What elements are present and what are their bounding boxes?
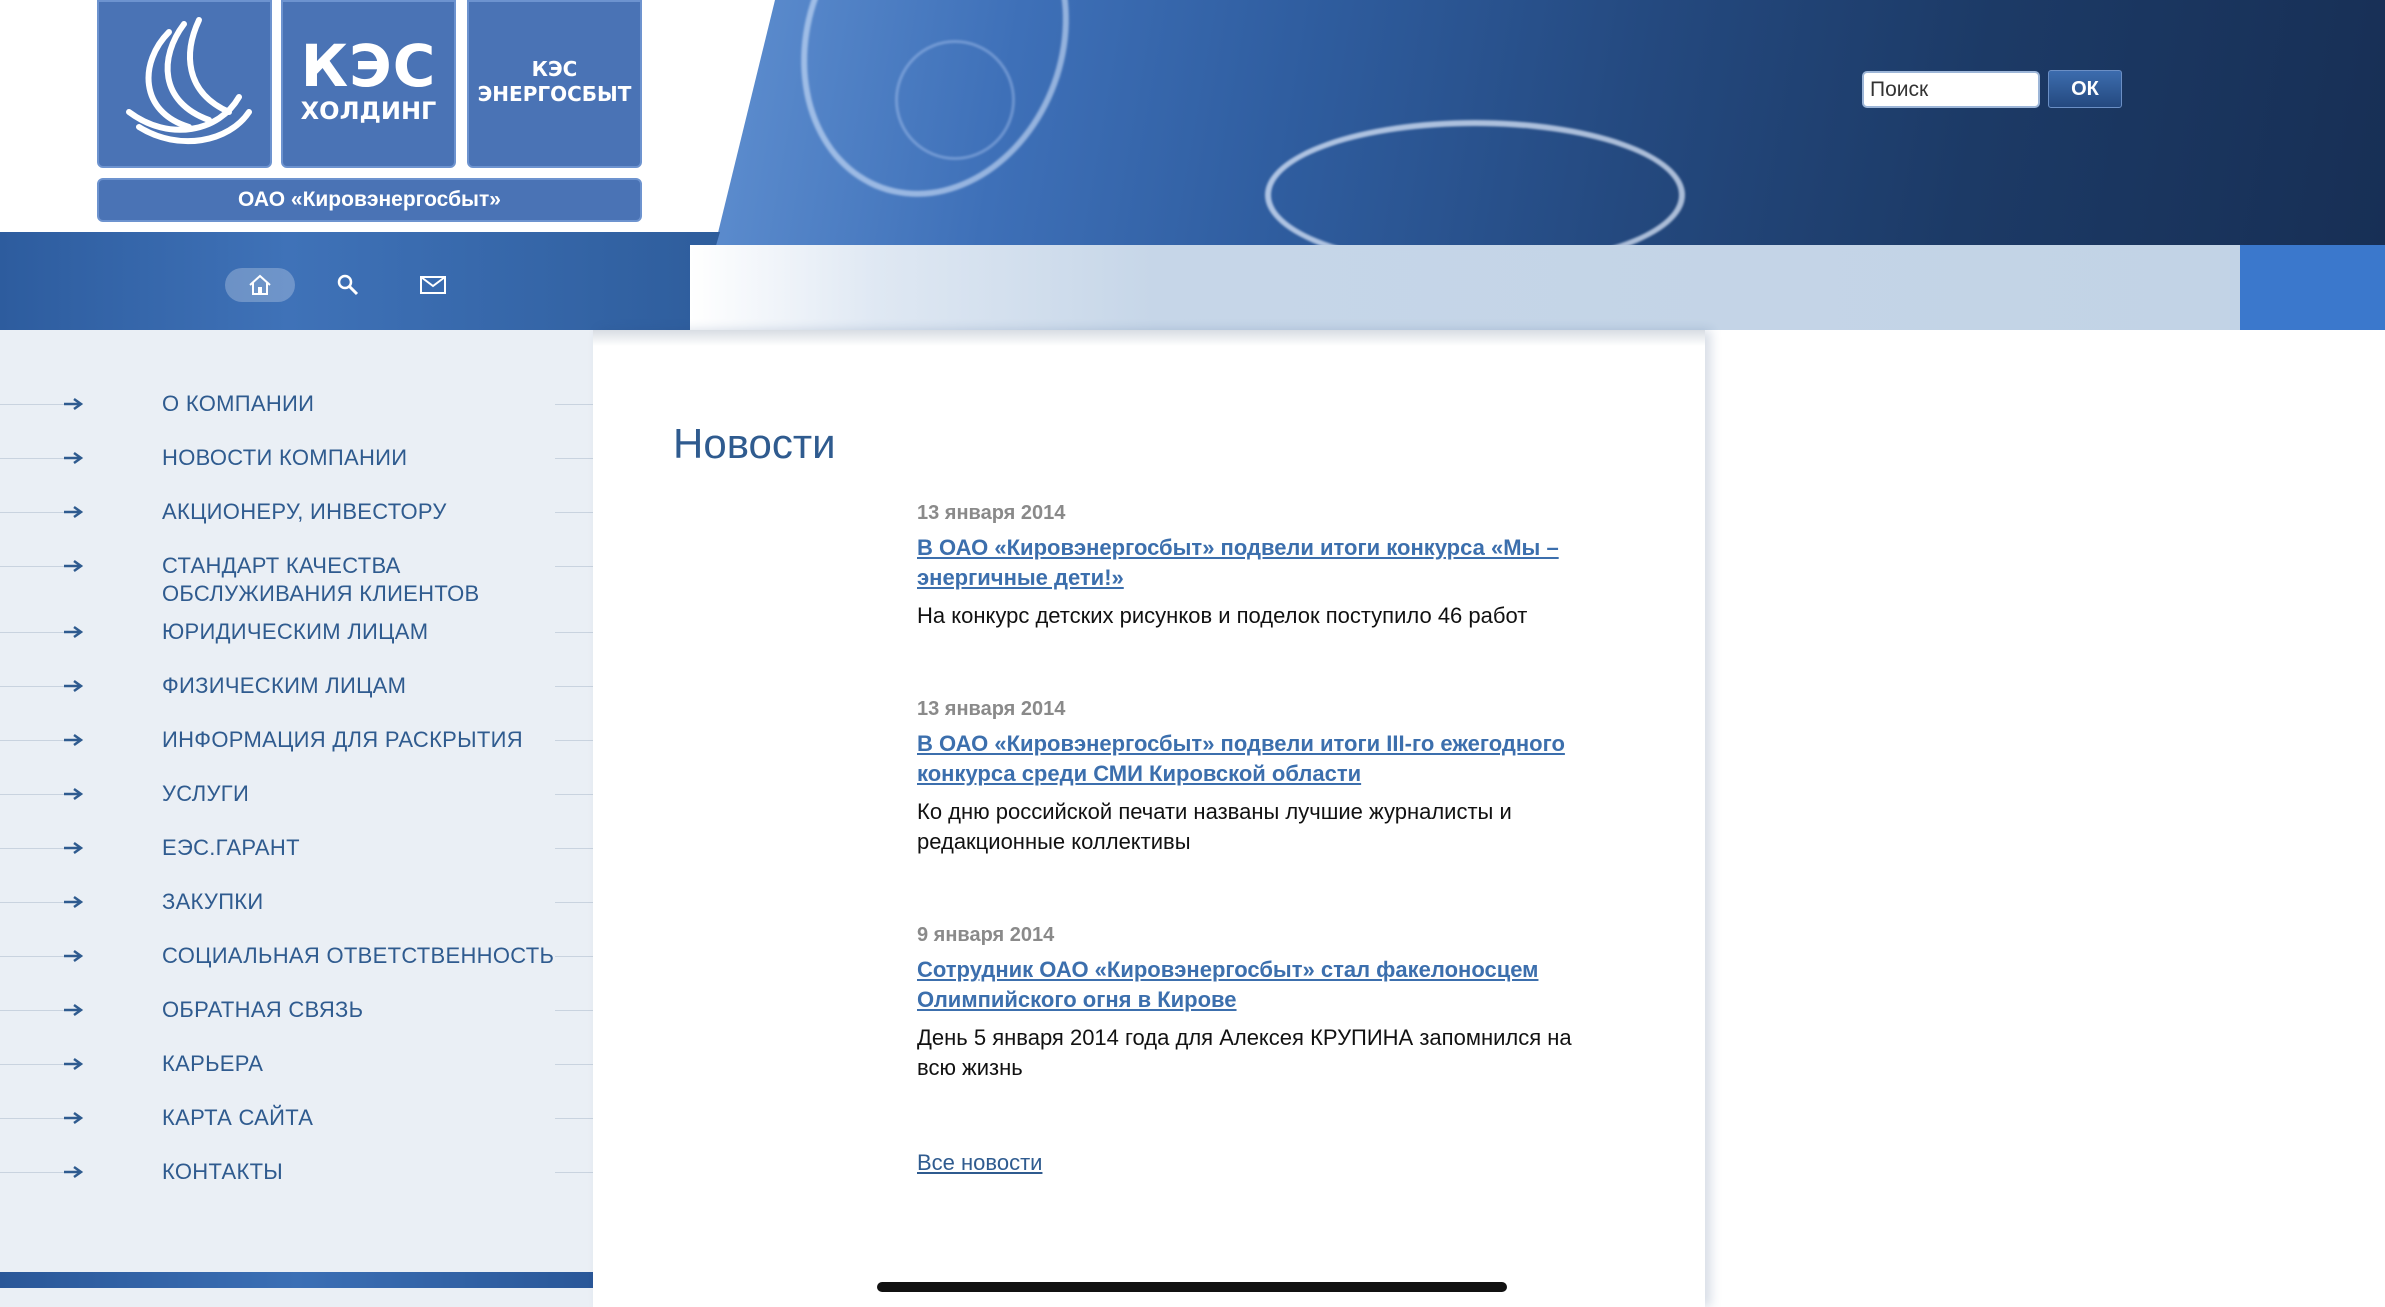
news-title-link[interactable]: В ОАО «Кировэнергосбыт» подвели итоги конкурса «Мы – энергичные дети!» — [917, 535, 1559, 590]
search-input[interactable] — [1862, 71, 2040, 108]
sidebar-item-label: ЗАКУПКИ — [162, 889, 264, 914]
sidebar-item-label: СОЦИАЛЬНАЯ ОТВЕТСТВЕННОСТЬ — [162, 943, 555, 968]
sidebar-item-label: АКЦИОНЕРУ, ИНВЕСТОРУ — [162, 499, 447, 524]
menu-divider — [555, 566, 593, 567]
sidebar-item-label: УСЛУГИ — [162, 781, 250, 806]
search-nav-button[interactable] — [323, 268, 373, 302]
news-item — [917, 924, 1607, 1083]
menu-divider — [555, 1064, 593, 1065]
main-content — [593, 330, 1705, 1307]
company-name: ОАО «Кировэнергосбыт» — [97, 178, 642, 222]
news-description: На конкурс детских рисунков и поделок поступило 46 работ — [917, 603, 1528, 628]
news-date: 9 января 2014 — [917, 924, 1055, 946]
subsidiary-line2: ЭНЕРГОСБЫТ — [477, 82, 632, 106]
kes-energosbyt-logo[interactable] — [467, 0, 642, 168]
arrow-right-icon — [60, 728, 86, 752]
news-title-link[interactable]: Сотрудник ОАО «Кировэнергосбыт» стал факелоносцем Олимпийского огня в Кирове — [917, 957, 1539, 1012]
search-icon — [336, 273, 360, 297]
sidebar-item-label: ФИЗИЧЕСКИМ ЛИЦАМ — [162, 673, 407, 698]
arrow-right-icon — [60, 782, 86, 806]
menu-divider — [555, 902, 593, 903]
sidebar-footer-bar — [0, 1272, 593, 1288]
menu-divider — [555, 740, 593, 741]
arrow-right-icon — [60, 1052, 86, 1076]
menu-divider — [555, 794, 593, 795]
news-date: 13 января 2014 — [917, 698, 1066, 720]
page-title: Новости — [673, 420, 836, 468]
subsidiary-line1: КЭС — [531, 57, 578, 81]
sidebar-item-label: КАРТА САЙТА — [162, 1105, 314, 1130]
sidebar-item-label: КАРЬЕРА — [162, 1051, 264, 1076]
header-accent-block — [2240, 245, 2385, 330]
menu-divider — [555, 404, 593, 405]
news-item — [917, 698, 1607, 857]
arrow-right-icon — [60, 998, 86, 1022]
arrow-right-icon — [60, 674, 86, 698]
sidebar-menu — [0, 330, 593, 1307]
news-description: День 5 января 2014 года для Алексея КРУПИНА запомнился на всю жизнь — [917, 1025, 1572, 1080]
arrow-right-icon — [60, 944, 86, 968]
sidebar-item-label: КОНТАКТЫ — [162, 1159, 284, 1184]
menu-divider — [555, 458, 593, 459]
arrow-right-icon — [60, 1160, 86, 1184]
menu-divider — [555, 512, 593, 513]
home-icon — [248, 274, 272, 296]
sidebar-item-label: СТАНДАРТ КАЧЕСТВА ОБСЛУЖИВАНИЯ КЛИЕНТОВ — [162, 553, 480, 606]
menu-divider — [555, 956, 593, 957]
arrow-right-icon — [60, 500, 86, 524]
logo-main-text: КЭС — [300, 32, 437, 100]
arrow-right-icon — [60, 620, 86, 644]
horizontal-scrollbar[interactable] — [877, 1282, 1507, 1292]
menu-divider — [555, 848, 593, 849]
arrow-right-icon — [60, 446, 86, 470]
news-description: Ко дню российской печати названы лучшие журналисты и редакционные коллективы — [917, 799, 1512, 854]
header-light-strip — [690, 245, 2240, 330]
sidebar-item-label: НОВОСТИ КОМПАНИИ — [162, 445, 408, 470]
sidebar-item-label: ОБРАТНАЯ СВЯЗЬ — [162, 997, 364, 1022]
swirl-emblem-icon — [99, 2, 274, 170]
arrow-right-icon — [60, 1106, 86, 1130]
sidebar-item-label: О КОМПАНИИ — [162, 391, 315, 416]
menu-divider — [555, 1118, 593, 1119]
kes-holding-logo[interactable] — [281, 0, 456, 168]
site-header — [0, 0, 2385, 330]
menu-divider — [555, 1172, 593, 1173]
sidebar-item-label: ИНФОРМАЦИЯ ДЛЯ РАСКРЫТИЯ — [162, 727, 523, 752]
menu-divider — [555, 686, 593, 687]
news-title-link[interactable]: В ОАО «Кировэнергосбыт» подвели итоги III-го ежегодного конкурса среди СМИ Кировской области — [917, 731, 1565, 786]
content-top-shadow — [593, 330, 1705, 346]
arrow-right-icon — [60, 554, 86, 578]
arrow-right-icon — [60, 836, 86, 860]
mail-nav-button[interactable] — [408, 268, 458, 302]
mail-icon — [420, 276, 446, 294]
header-banner — [715, 0, 2385, 245]
arrow-right-icon — [60, 890, 86, 914]
menu-divider — [555, 1010, 593, 1011]
news-date: 13 января 2014 — [917, 502, 1066, 524]
sidebar-item-label: ЕЭС.ГАРАНТ — [162, 835, 300, 860]
news-item — [917, 502, 1607, 631]
menu-divider — [555, 632, 593, 633]
sidebar-item-label: ЮРИДИЧЕСКИМ ЛИЦАМ — [162, 619, 429, 644]
logo-sub-text: ХОЛДИНГ — [300, 97, 437, 125]
home-button[interactable] — [225, 268, 295, 302]
kes-emblem-logo[interactable] — [97, 0, 272, 168]
search-submit-button[interactable]: ОК — [2048, 70, 2122, 108]
all-news-link[interactable]: Все новости — [917, 1150, 1043, 1175]
arrow-right-icon — [60, 392, 86, 416]
